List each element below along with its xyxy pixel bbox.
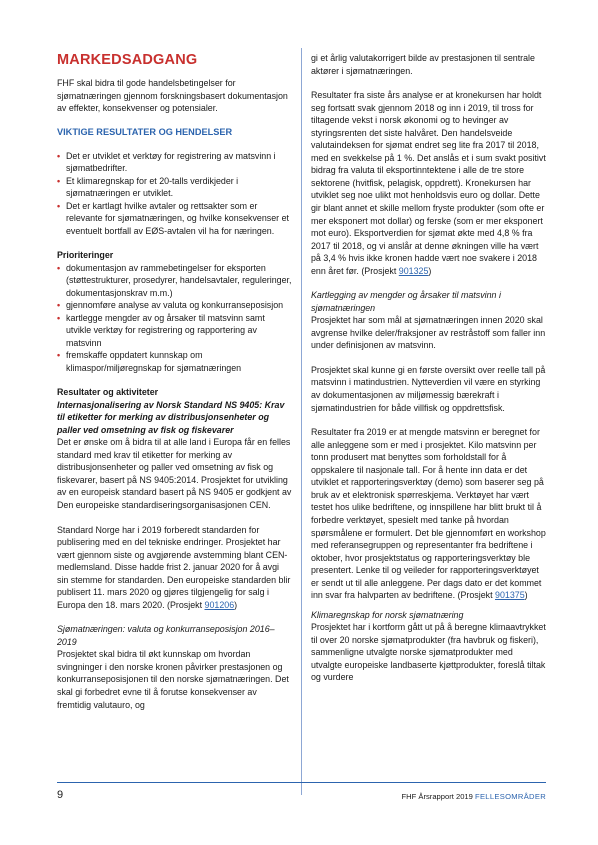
right-column <box>311 52 546 684</box>
project-text: Prosjektet skal bidra til økt kunnskap om hvordan svingninger i den norske kronen påvirker prestasjonen og konkurranseposisjonen til den norske sjømatnæringen. Det skal gi forbedret evne til å forutse konsekvenser av fremtidig valutauro, og <box>57 649 289 710</box>
list-item: • kartlegge mengder av og årsaker til matsvinn samt utvikle verktøy for registrering og rapportering av matsvinn <box>57 312 292 350</box>
project-text <box>311 426 546 602</box>
project-text-body: Standard Norge har i 2019 forberedt standarden for publisering med en del tekniske endringer. Prosjektet har vært gjennom siste og avgjørende avstemming blant CEN-medlemsland. Disse hadde frist 2. januar 2020 for å avgi sin stemme for standarden. Den europeiske standarden blir publisert 11. mars 2020 og gjøres tilgjengelig for salg i Europa den 18. mars 2020. (Prosjekt <box>57 524 291 610</box>
left-column <box>57 52 292 711</box>
project-text: Prosjektet har som mål at sjømatnæringen innen 2020 skal avgrense hvilke deler/fraksjoner av restråstoff som faller inn under definisjonen av matsvinn. <box>311 315 546 351</box>
list-item: • Et klimaregnskap for et 20-talls verdikjeder i sjømatnæringen er utviklet. <box>57 175 292 200</box>
project-text-end: ) <box>524 590 528 601</box>
project-text: Prosjektet skal kunne gi en første oversikt over reelle tall på matsvinn i matindustrien. Nytteverdien vil være en styrking av dokumentasjonen av miljømessig bærekraft i sjømatindustrien for både villfisk og oppdrettsfisk. <box>311 364 546 413</box>
project-link-901206[interactable]: 901206 <box>204 599 235 610</box>
page-number: 9 <box>57 789 64 801</box>
footer-label <box>402 792 546 801</box>
footer-rule <box>57 782 546 783</box>
project-link-901375[interactable]: 901375 <box>495 590 525 601</box>
list-item: • gjennomføre analyse av valuta og konkurranseposisjon <box>57 299 292 312</box>
section-lead: FHF skal bidra til gode handelsbetingelser for sjømatnæringen gjennom forskningsbasert dokumentasjon av effekter, konsekvenser og potensialer. <box>57 78 288 114</box>
column-divider <box>301 48 302 795</box>
project-text-end: ) <box>234 599 238 610</box>
project-title-ns9405: Internasjonalisering av Norsk Standard NS 9405: Krav til etiketter for merking av distribusjonsenheter og paller ved omsetning av fisk og fiskevarer <box>57 399 285 435</box>
list-item: • Det er utviklet et verktøy for registrering av matsvinn i sjømatbedrifter. <box>57 150 292 175</box>
section-name: FELLESOMRÅDER <box>475 792 546 801</box>
priorities-heading: Prioriteringer <box>57 250 114 261</box>
project-text-end: ) <box>428 265 432 276</box>
list-item: • Det er kartlagt hvilke avtaler og rettsakter som er relevante for sjømatnæringen, og hvilke konsekvenser et eventuelt bortfall av EØS-avtalen vil ha for næringen. <box>57 200 292 238</box>
project-title-klimaregnskap: Klimaregnskap for norsk sjømatnæring <box>311 609 464 620</box>
project-title-matsvinn: Kartlegging av mengder og årsaker til matsvinn i sjømatnæringen <box>311 290 501 313</box>
project-text <box>57 524 292 612</box>
results-heading: VIKTIGE RESULTATER OG HENDELSER <box>57 126 233 137</box>
project-title-valuta: Sjømatnæringen: valuta og konkurranseposisjon 2016–2019 <box>57 624 275 647</box>
project-text: Det er ønske om å bidra til at alle land i Europa får en felles standard med krav til etiketter for merking av distribusjonsenheter og paller ved omsetning av fisk og fiskevarer, basert på NS 9405:2014. Prosjektet for utvikling av en europeisk standard basert på NS 9405 er godkjent av Den europeiske standardiseringsorganisasjonen CEN. <box>57 437 292 511</box>
project-text-body: Resultater fra 2019 er at mengde matsvinn er beregnet for alle anleggene som er med i prosjektet. Kilo matsvinn per tonn produsert mat benyttes som forholdstall for å oppskalere til nasjonale tall. For å hente inn data er det utviklet et rapporteringsverktøy (demo) som baserer seg på bruk av et elektronisk spørreskjema. Verktøyet har vært testet hos ulike bedriftene, og innspillene har blitt brukt til å forbedre verktøyet, spesielt med tanke på hvordan spørsmålene er formulert. Det ble gjennomført en workshop med referansegruppen og representanter fra bedriftene i oktober, hvor prosjektstatus og rapporteringsverktøy ble presentert. Lenke til og veileder for rapporteringsverktøyet er sendt ut til alle anleggene. Per dags dato er det kommet inn svar fra halvparten av bedriftene. (Prosjekt <box>311 427 546 601</box>
activities-heading: Resultater og aktiviteter <box>57 387 159 398</box>
project-link-901325[interactable]: 901325 <box>398 265 429 276</box>
project-text-body: Resultater fra siste års analyse er at kronekursen har holdt seg fortsatt svak gjennom 2018 og inn i 2019, til tross for tiltagende vekst i norsk økonomi og to hevinger av styringsrenten det siste halvåret. Den handelsveide valutaindeksen for sjømat endret seg lite fra 2017 til 2018, med en svekkelse på 1 %. Det anslås et i sum svakt positivt bidrag fra valuta til eksportinntektene i alle de tre store sektorene (hvitfisk, pelagisk, oppdrett). Kronekursen har utviklet seg noe ulikt mot henholdsvis euro og dollar. Dette gir blant annet et skille mellom fryste produkter (som ofte er mer eksponert mot dollar) og ferske (som er mer eksponert mot euro). Eksportverdien for sjømat økte med 4,8 % fra 2017 til 2018, og vi anslår at denne økningen ville ha vært på 3,4 % hvis ikke kronen hadde vært noe svakere i 2018 enn året før. (Prosjekt <box>311 90 546 276</box>
priorities-list <box>57 262 292 375</box>
project-text <box>311 89 546 277</box>
section-title: MARKEDSADGANG <box>57 52 198 68</box>
report-name: FHF Årsrapport 2019 <box>401 792 473 801</box>
list-item: • fremskaffe oppdatert kunnskap om klimaspor/miljøregnskap for sjømatnæringen <box>57 349 292 374</box>
list-item: • dokumentasjon av rammebetingelser for eksporten (støttestrukturer, prosedyrer, handelsavtaler, reguleringer, dokumentasjonskrav m.m.) <box>57 262 292 300</box>
project-text: gi et årlig valutakorrigert bilde av prestasjonen til sentrale aktører i sjømatnæringen. <box>311 53 535 76</box>
project-text: Prosjektet har i kortform gått ut på å beregne klimaavtrykket til over 20 norske sjømatprodukter (fra havbruk og fiskeri), sammenligne utvalgte norske sjømatprodukter med utvalgte europeiske landbaserte kjøttprodukter, foreslå tiltak og vurdere <box>311 622 546 683</box>
results-list <box>57 150 292 238</box>
